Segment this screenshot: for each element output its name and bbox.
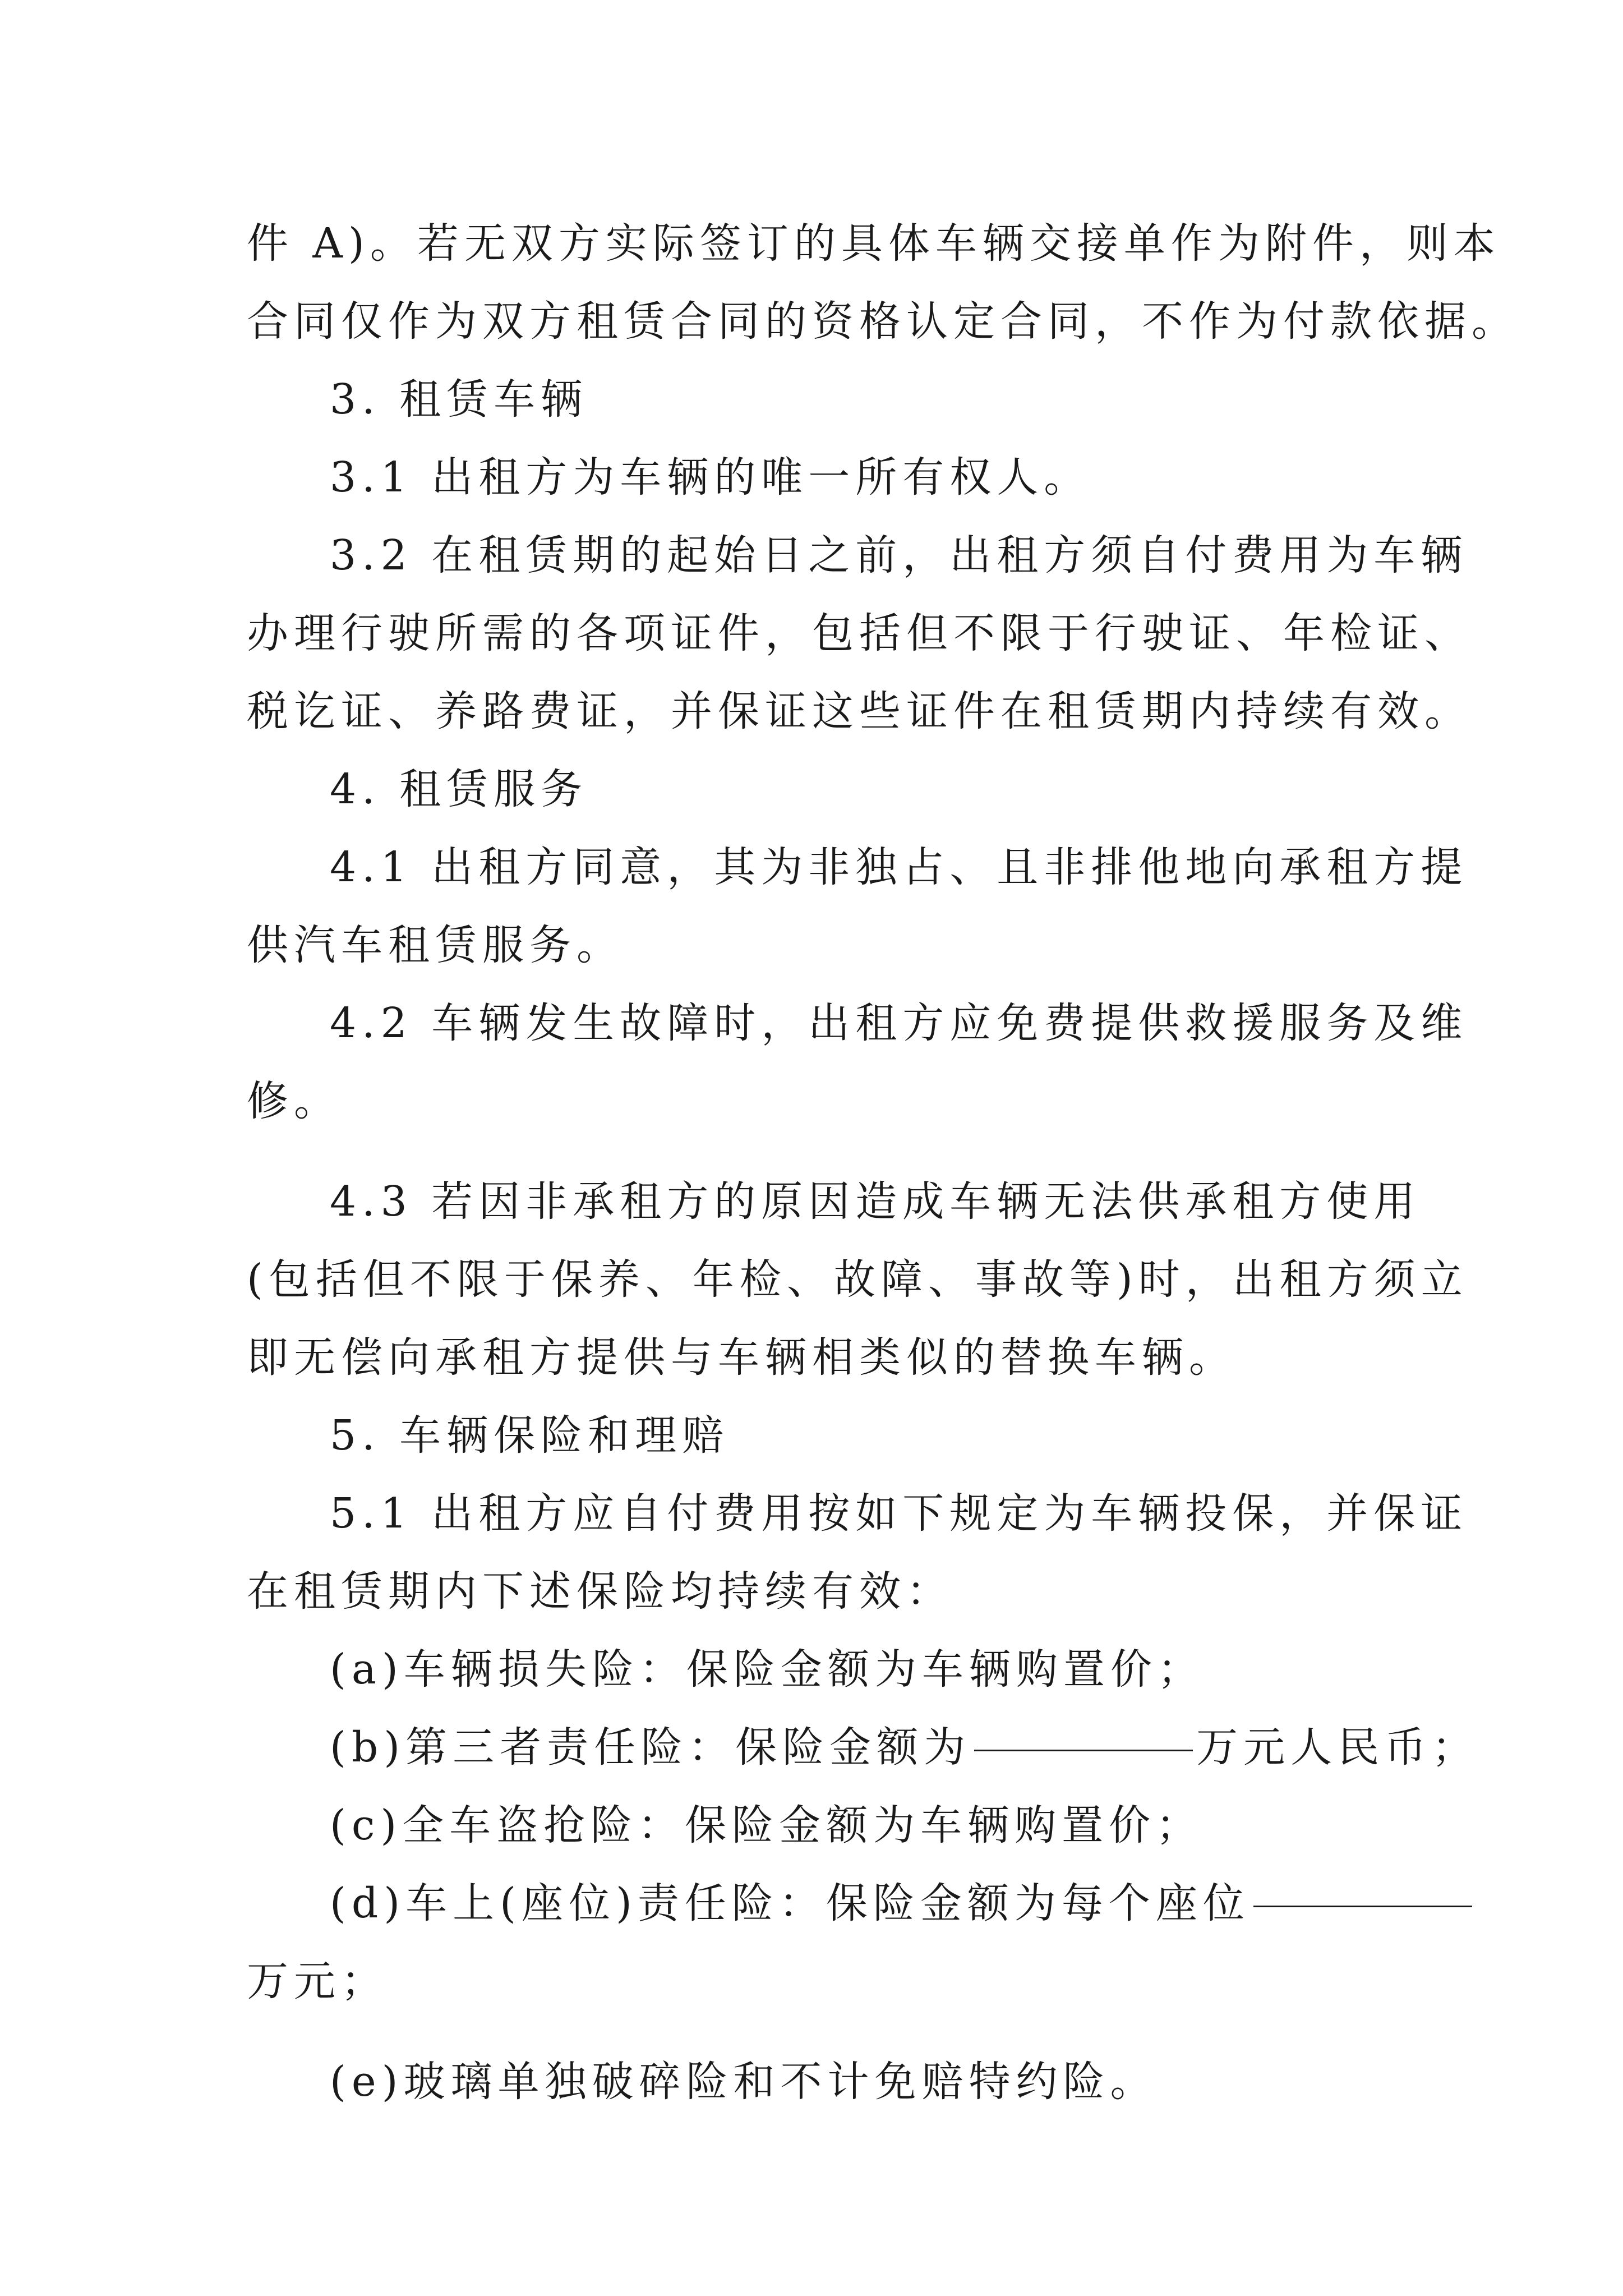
fill-in-blank: [1253, 1905, 1472, 1907]
clause-line: (包括但不限于保养、年检、故障、事故等)时，出租方须立: [247, 1255, 1468, 1304]
clause-line: 4.1 出租方同意，其为非独占、且非排他地向承租方提: [330, 843, 1468, 891]
section-heading: 5. 车辆保险和理赔: [330, 1411, 730, 1460]
clause-line: 修。: [247, 1077, 341, 1125]
clause-line: 3.2 在租赁期的起始日之前，出租方须自付费用为车辆: [330, 531, 1468, 579]
clause-line: 在租赁期内下述保险均持续有效：: [247, 1567, 953, 1616]
paragraph-line: 件 A)。若无双方实际签订的具体车辆交接单作为附件，则本: [247, 219, 1501, 268]
clause-line: 供汽车租赁服务。: [247, 921, 624, 969]
insurance-item-b-suffix: 万元人民币；: [1196, 1723, 1479, 1772]
insurance-item-b: [247, 1709, 1479, 1787]
insurance-item-c: (c)全车盗抢险：保险金额为车辆购置价；: [330, 1801, 1204, 1849]
insurance-item-d-continued: 万元；: [247, 1957, 388, 2005]
insurance-item-d: [247, 1865, 1436, 1943]
clause-line: 办理行驶所需的各项证件，包括但不限于行驶证、年检证、: [247, 609, 1472, 657]
clause-line: 4.2 车辆发生故障时，出租方应免费提供救援服务及维: [330, 999, 1468, 1047]
section-heading: 4. 租赁服务: [330, 765, 588, 813]
document-body: [247, 205, 1519, 2121]
insurance-item-d-prefix: (d)车上(座位)责任险：保险金额为每个座位: [330, 1879, 1250, 1927]
clause-line: 4.3 若因非承租方的原因造成车辆无法供承租方使用: [330, 1177, 1421, 1226]
clause-line: 税讫证、养路费证，并保证这些证件在租赁期内持续有效。: [247, 687, 1472, 735]
clause-line: 5.1 出租方应自付费用按如下规定为车辆投保，并保证: [330, 1489, 1468, 1538]
insurance-item-b-prefix: (b)第三者责任险：保险金额为: [330, 1723, 971, 1772]
insurance-item-a: (a)车辆损失险：保险金额为车辆购置价；: [330, 1645, 1205, 1694]
fill-in-blank: [974, 1749, 1193, 1751]
clause-line: 即无偿向承租方提供与车辆相类似的替换车辆。: [247, 1333, 1236, 1382]
insurance-item-e: (e)玻璃单独破碎险和不计免赔特约险。: [330, 2058, 1158, 2106]
clause-line: 3.1 出租方为车辆的唯一所有权人。: [330, 453, 1091, 501]
paragraph-line: 合同仅作为双方租赁合同的资格认定合同，不作为付款依据。: [247, 297, 1519, 346]
section-heading: 3. 租赁车辆: [330, 375, 588, 424]
